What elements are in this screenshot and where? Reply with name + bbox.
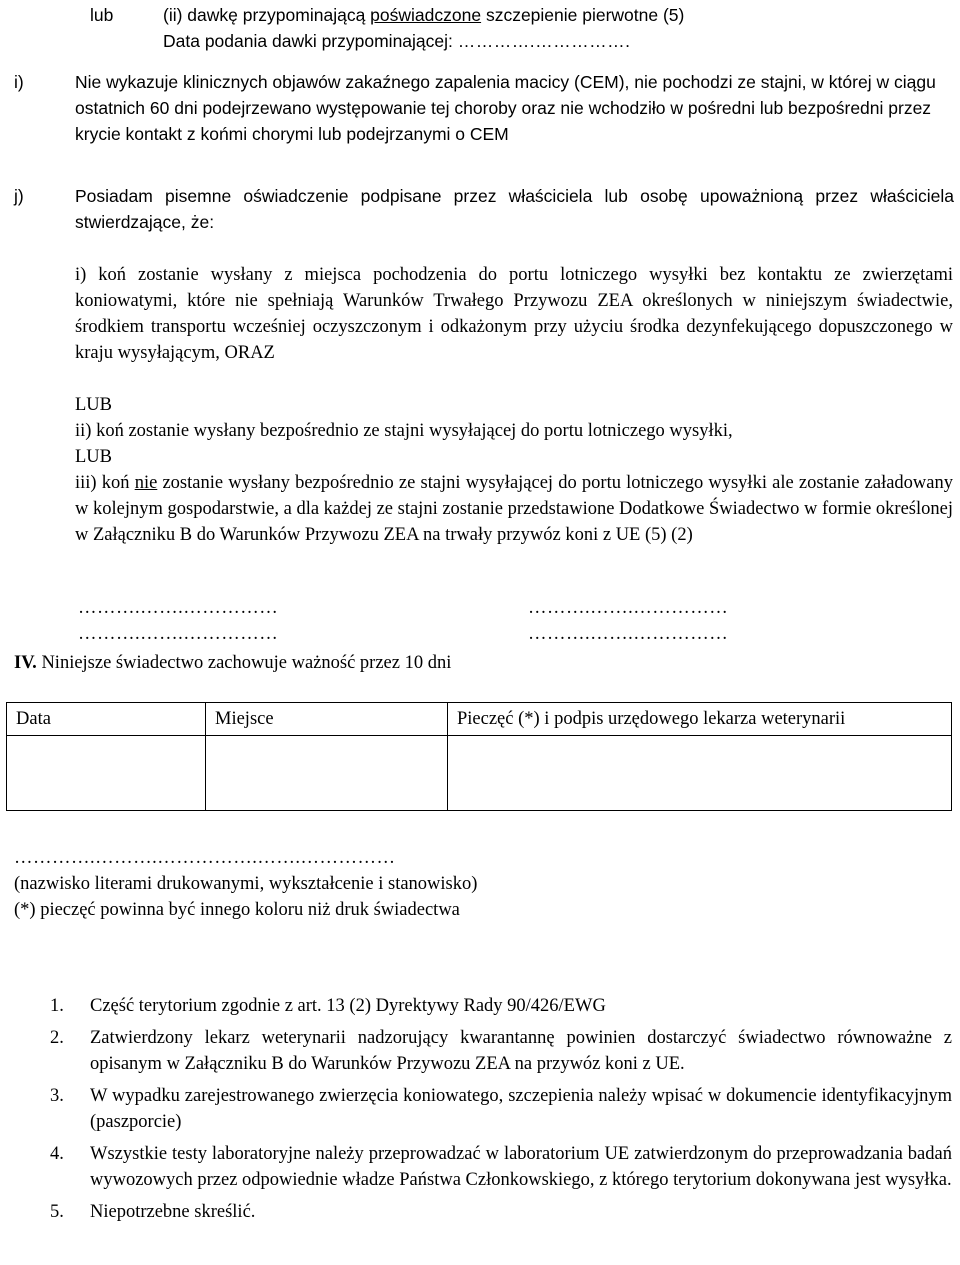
statement-iii: iii) koń nie zostanie wysłany bezpośrednio ze stajni wysyłającej do portu lotniczego wysyłki ale zostanie załadowany w kolejnym gospodarstwie, a dla każdej ze stajni zostanie przedstawione Dodatkowe Świadectwo w formie określonej w Załączniku B do Warunków Przywozu ZEA na trwały przywóz koni z UE (5) (2) xyxy=(75,473,953,545)
booster-date-dots: ………….……………. xyxy=(457,31,631,51)
footnote-text: Wszystkie testy laboratoryjne należy przeprowadzać w laboratorium UE zatwierdzonym do przeprowadzania badań wywozowych przez odpowiednie władze Państwa Członkowskiego, z którego terytorium dokonywana jest wysyłka. xyxy=(90,1144,952,1190)
date-cell xyxy=(7,736,206,811)
official-details xyxy=(14,845,914,923)
section-j-marker: j) xyxy=(14,186,24,206)
footnote-number: 5. xyxy=(50,1202,64,1222)
footnote-number: 3. xyxy=(50,1086,64,1106)
certified-underlined: poświadczone xyxy=(370,5,482,25)
footnote-number: 1. xyxy=(50,996,64,1016)
section-j-text: Posiadam pisemne oświadczenie podpisane przez właściciela lub osobę upoważnioną przez właściciela stwierdzające, że: xyxy=(75,186,954,232)
list-item xyxy=(50,1199,950,1225)
statement-i: i) koń zostanie wysłany z miejsca pochodzenia do portu lotniczego wysyłki bez kontaktu ze zwierzętami koniowatymi, które nie spełniają Warunków Trwałego Przywozu ZEA określonych w niniejszym świadectwie, środkiem transportu wcześniej oczyszczonym i odkażonym przy użyciu środka dezynfekującego dopuszczonego w kraju wysyłającym, ORAZ xyxy=(75,265,953,363)
stamp-color-note: (*) pieczęć powinna być innego koloru niż druk świadectwa xyxy=(14,900,460,920)
dot-line-left-1: ……….…….…………… xyxy=(78,598,279,618)
booster-line-2: Data podania dawki przypominającej: ………….……………. xyxy=(163,31,631,51)
footnote-text: Część terytorium zgodnie z art. 13 (2) Dyrektywy Rady 90/426/EWG xyxy=(90,996,606,1016)
list-item xyxy=(50,1141,950,1193)
list-item xyxy=(50,993,950,1019)
or-label: LUB xyxy=(75,447,112,467)
footnote-number: 4. xyxy=(50,1144,64,1164)
section-j-statements xyxy=(75,262,953,548)
official-name-caption: (nazwisko literami drukowanymi, wykształcenie i stanowisko) xyxy=(14,874,478,894)
place-header: Miejsce xyxy=(206,703,448,736)
or-label: LUB xyxy=(75,395,112,415)
date-header: Data xyxy=(7,703,206,736)
official-name-dots: ………….……….…………….…….…………… xyxy=(14,848,396,868)
booster-dose-text xyxy=(163,2,950,54)
footnote-text: W wypadku zarejestrowanego zwierzęcia koniowatego, szczepienia należy wpisać w dokumencie identyfikacyjnym (paszporcie) xyxy=(90,1086,952,1132)
stamp-signature-header: Pieczęć (*) i podpis urzędowego lekarza weterynarii xyxy=(448,703,952,736)
booster-line-1: (ii) dawkę przypominającą poświadczone szczepienie pierwotne (5) xyxy=(163,5,685,25)
place-cell xyxy=(206,736,448,811)
footnote-number: 2. xyxy=(50,1028,64,1048)
section-i-text: Nie wykazuje klinicznych objawów zakaźnego zapalenia macicy (CEM), nie pochodzi ze stajni, w której w ciągu ostatnich 60 dni podejrzewano występowanie tej choroby oraz nie wchodziło w pośredni lub bezpośredni przez krycie kontakt z końmi chorymi lub podejrzanymi o CEM xyxy=(75,72,936,144)
table-entry-row xyxy=(7,736,952,811)
footnotes-list xyxy=(50,993,950,1231)
dot-line-left-2: ……….…….…………… xyxy=(78,624,279,644)
validity-text: Niniejsze świadectwo zachowuje ważność przez 10 dni xyxy=(36,653,452,673)
validity-statement xyxy=(14,650,914,676)
dot-line-right-1: ……….…….…………… xyxy=(528,598,729,618)
statement-ii: ii) koń zostanie wysłany bezpośrednio ze stajni wysyłającej do portu lotniczego wysyłki, xyxy=(75,421,733,441)
list-item xyxy=(50,1025,950,1077)
list-item xyxy=(50,1083,950,1135)
section-i-marker: i) xyxy=(14,72,24,92)
or-label: lub xyxy=(90,5,114,25)
stamp-signature-cell xyxy=(448,736,952,811)
footnote-text: Niepotrzebne skreślić. xyxy=(90,1202,256,1222)
not-underlined: nie xyxy=(134,473,158,493)
section-iv-label: IV. xyxy=(14,653,37,673)
dot-line-right-2: ……….…….…………… xyxy=(528,624,729,644)
signature-table xyxy=(6,702,952,811)
table-header-row xyxy=(7,703,952,736)
footnote-text: Zatwierdzony lekarz weterynarii nadzorujący kwarantannę powinien dostarczyć świadectwo równoważne z opisanym w Załączniku B do Warunków Przywozu ZEA na przywóz koni z UE. xyxy=(90,1028,952,1074)
